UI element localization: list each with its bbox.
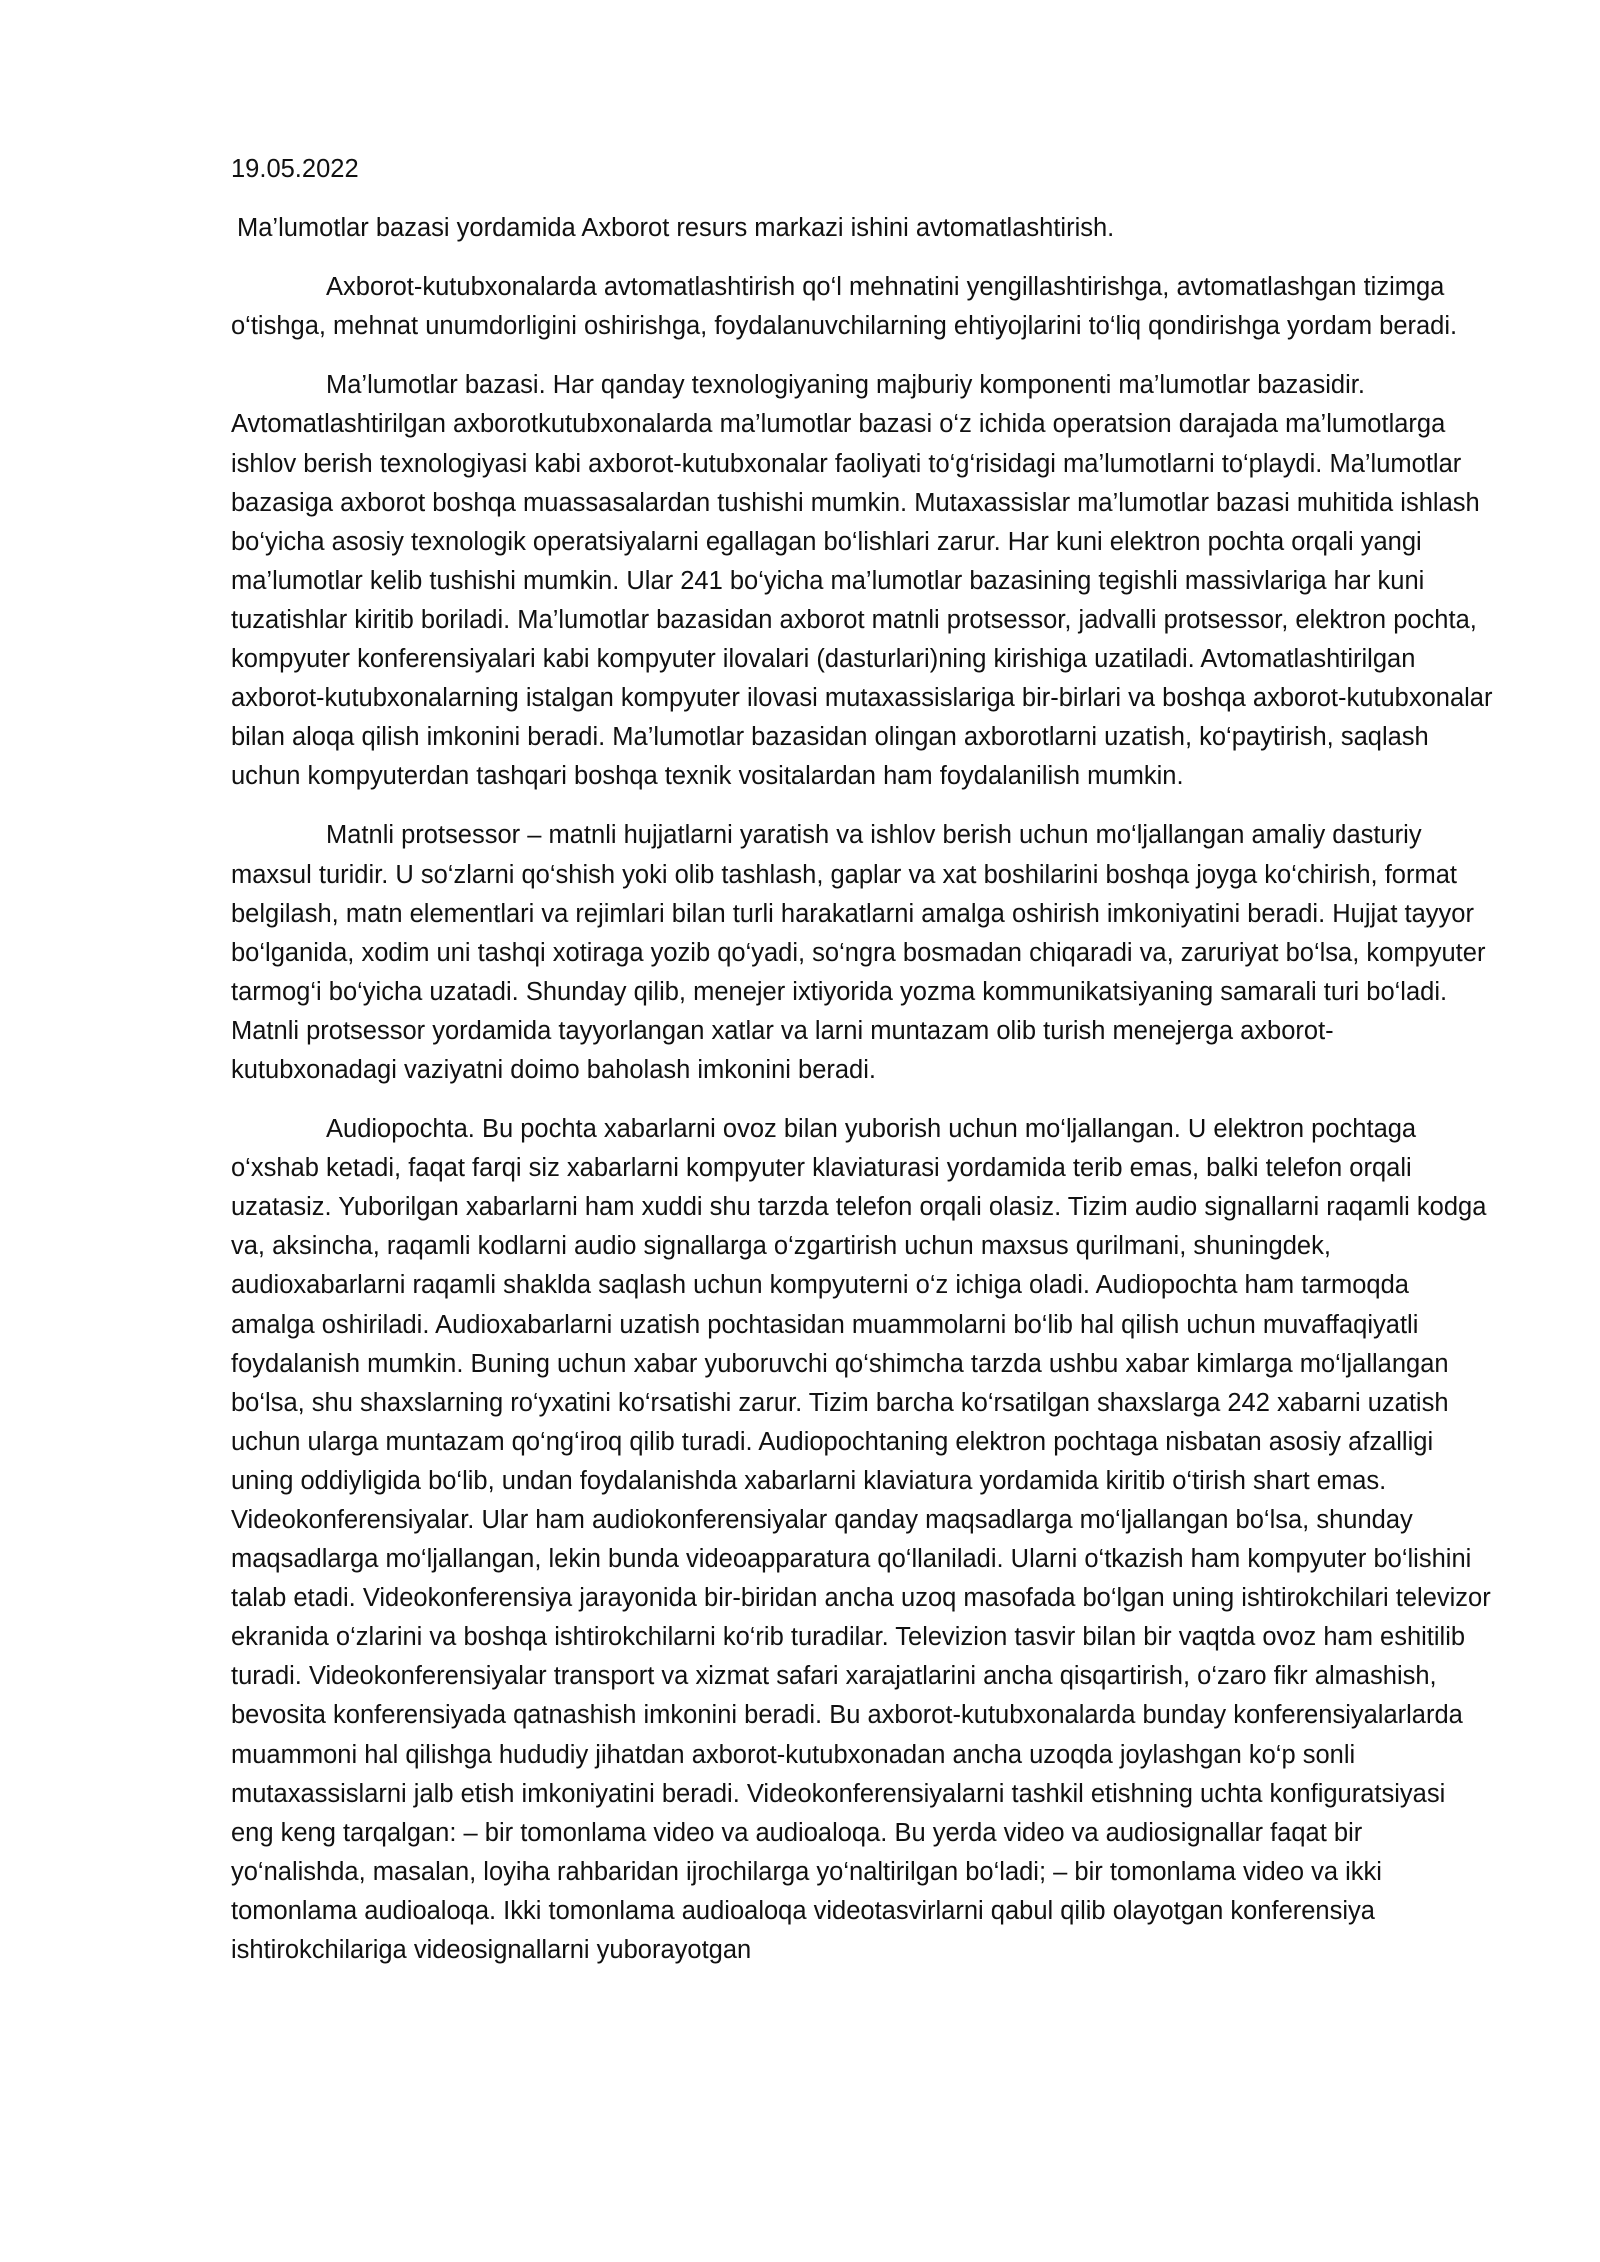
document-title: Ma’lumotlar bazasi yordamida Axborot resurs markazi ishini avtomatlashtirish. xyxy=(237,214,1115,243)
paragraph-audiomail: Audiopochta. Bu pochta xabarlarni ovoz bilan yuborish uchun mo‘ljallangan. U elektron pochtaga o‘xshab ketadi, faqat farqi siz xabarlarni kompyuter klaviaturasi yordamida terib emas, balki telefon orqali uzatasiz. Yuborilgan xabarlarni ham xuddi shu tarzda telefon orqali olasiz. Tizim audio signallarni raqamli kodga va, aksincha, raqamli kodlarni audio signallarga o‘zgartirish uchun maxsus qurilmani, shuningdek, audioxabarlarni raqamli shaklda saqlash uchun kompyuterni o‘z ichiga oladi. Audiopochta ham tarmoqda amalga oshiriladi. Audioxabarlarni uzatish pochtasidan muammolarni bo‘lib hal qilish uchun muvaffaqiyatli foydalanish mumkin. Buning uchun xabar yuboruvchi qo‘shimcha tarzda ushbu xabar kimlarga mo‘ljallangan bo‘lsa, shu shaxslarning ro‘yxatini ko‘rsatishi zarur. Tizim barcha ko‘rsatilgan shaxslarga 242 xabarni uzatish uchun ularga muntazam qo‘ng‘iroq qilib turadi. Audiopochtaning elektron pochtaga nisbatan asosiy afzalligi uning oddiyligida bo‘lib, undan foydalanishda xabarlarni klaviatura yordamida kiritib o‘tirish shart emas. Videokonferensiyalar. Ular ham audiokonferensiyalar qanday maqsadlarga mo‘ljallangan bo‘lsa, shunday maqsadlarga mo‘ljallangan, lekin bunda videoapparatura qo‘llaniladi. Ularni o‘tkazish ham kompyuter bo‘lishini talab etadi. Videokonferensiya jarayonida bir-biridan ancha uzoq masofada bo‘lgan uning ishtirokchilari televizor ekranida o‘zlarini va boshqa ishtirokchilarni ko‘rib turadilar. Televizion tasvir bilan bir vaqtda ovoz ham eshitilib turadi. Videokonferensiyalar transport va xizmat safari xarajatlarini ancha qisqartirish, o‘zaro fikr almashish, bevosita konferensiyada qatnashish imkonini beradi. Bu axborot-kutubxonalarda bunday konferensiyalarlarda muammoni hal qilishga hududiy jihatdan axborot-kutubxonadan ancha uzoqda joylashgan ko‘p sonli mutaxassislarni jalb etish imkoniyatini beradi. Videokonferensiyalarni tashkil etishning uchta konfiguratsiyasi eng keng tarqalgan: – bir tomonlama video va audioaloqa. Bu yerda video va audiosignallar faqat bir yo‘nalishda, masalan, loyiha rahbaridan ijrochilarga yo‘naltirilgan bo‘ladi; – bir tomonlama video va ikki tomonlama audioaloqa. Ikki tomonlama audioaloqa videotasvirlarni qabul qilib olayotgan konferensiya ishtirokchilariga videosignallarni yuborayotgan xyxy=(231,1115,1491,1965)
paragraph-database: Ma’lumotlar bazasi. Har qanday texnologiyaning majburiy komponenti ma’lumotlar bazasidir. Avtomatlashtirilgan axborotkutubxonalarda ma’lumotlar bazasi o‘z ichida operatsion darajada ma’lumotlarga ishlov berish texnologiyasi kabi axborot-kutubxonalar faoliyati to‘g‘risidagi ma’lumotlarni to‘playdi. Ma’lumotlar bazasiga axborot boshqa muassasalardan tushishi mumkin. Mutaxassislar ma’lumotlar bazasi muhitida ishlash bo‘yicha asosiy texnologik operatsiyalarni egallagan bo‘lishlari zarur. Har kuni elektron pochta orqali yangi ma’lumotlar kelib tushishi mumkin. Ular 241 bo‘yicha ma’lumotlar bazasining tegishli massivlariga har kuni tuzatishlar kiritib boriladi. Ma’lumotlar bazasidan axborot matnli protsessor, jadvalli protsessor, elektron pochta, kompyuter konferensiyalari kabi kompyuter ilovalari (dasturlari)ning kirishiga uzatiladi. Avtomatlashtirilgan axborot-kutubxonalarning istalgan kompyuter ilovasi mutaxassislariga bir-birlari va boshqa axborot-kutubxonalar bilan aloqa qilish imkonini beradi. Ma’lumotlar bazasidan olingan axborotlarni uzatish, ko‘paytirish, saqlash uchun kompyuterdan tashqari boshqa texnik vositalardan ham foydalanilish mumkin. xyxy=(231,371,1493,791)
document-date: 19.05.2022 xyxy=(231,155,359,183)
paragraph-text-processor: Matnli protsessor – matnli hujjatlarni yaratish va ishlov berish uchun mo‘ljallangan amaliy dasturiy maxsul turidir. U so‘zlarni qo‘shish yoki olib tashlash, gaplar va xat boshilarini boshqa joyga ko‘chirish, format belgilash, matn elementlari va rejimlari bilan turli harakatlarni amalga oshirish imkoniyatini beradi. Hujjat tayyor bo‘lganida, xodim uni tashqi xotiraga yozib qo‘yadi, so‘ngra bosmadan chiqaradi va, zaruriyat bo‘lsa, kompyuter tarmog‘i bo‘yicha uzatadi. Shunday qilib, menejer ixtiyorida yozma kommunikatsiyaning samarali turi bo‘ladi. Matnli protsessor yordamida tayyorlangan xatlar va larni muntazam olib turish menejerga axborot-kutubxonadagi vaziyatni doimo baholash imkonini beradi. xyxy=(231,821,1486,1084)
document-page xyxy=(231,150,1493,1990)
paragraph-intro: Axborot-kutubxonalarda avtomatlashtirish qo‘l mehnatini yengillashtirishga, avtomatlashgan tizimga o‘tishga, mehnat unumdorligini oshirishga, foydalanuvchilarning ehtiyojlarini to‘liq qondirishga yordam beradi. xyxy=(231,273,1458,341)
